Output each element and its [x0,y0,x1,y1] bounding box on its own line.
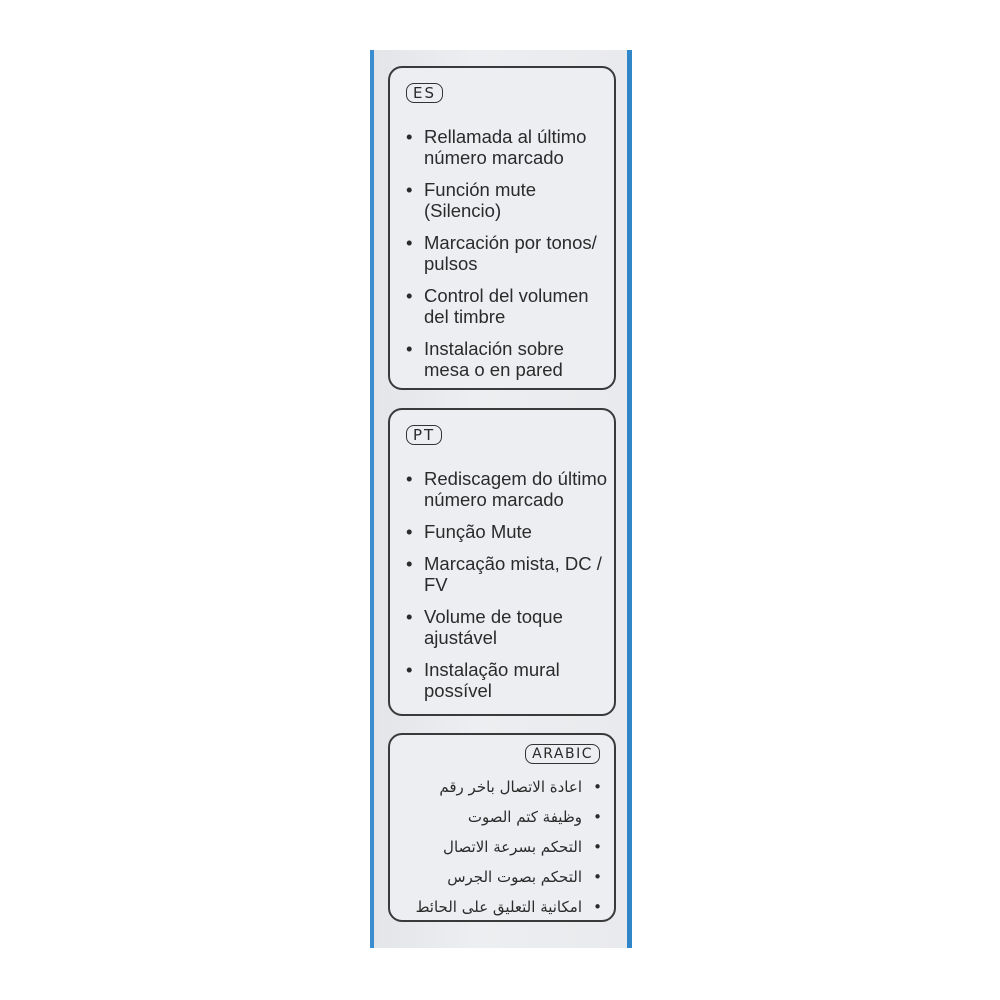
feature-text: Función mute (Silencio) [424,179,537,221]
feature-text: Rediscagem do último número marcado [424,468,608,510]
feature-text: Rellamada al último número marcado [424,126,587,168]
list-item [396,897,604,917]
bullet-icon: • [406,338,413,359]
list-item [404,338,610,380]
list-item [404,553,610,595]
feature-text: Marcación por tonos/ pulsos [424,232,597,274]
list-item [404,232,610,274]
list-item [404,285,610,327]
feature-list-arabic [396,777,604,927]
feature-text: اعادة الاتصال باخر رقم [439,778,582,796]
feature-text: Marcação mista, DC / FV [424,553,602,595]
language-tag-es: ES [406,83,443,103]
list-item [396,837,604,857]
features-box-es [388,66,616,390]
bullet-icon: • [406,659,413,680]
product-info-panel [370,50,632,948]
bullet-icon: • [406,468,413,489]
bullet-icon: • [406,553,413,574]
list-item [404,659,610,701]
list-item [396,777,604,797]
bullet-icon: • [406,285,413,306]
features-box-arabic [388,733,616,922]
list-item [404,179,610,221]
list-item [404,521,610,542]
list-item [404,126,610,168]
feature-list-es [404,126,610,391]
list-item [396,867,604,887]
bullet-icon: • [406,126,413,147]
feature-list-pt [404,468,610,712]
list-item [404,468,610,510]
bullet-icon: • [593,778,602,796]
feature-text: Control del volumen del timbre [424,285,589,327]
bullet-icon: • [593,808,602,826]
feature-text: Volume de toque ajustável [424,606,563,648]
feature-text: التحكم بصوت الجرس [447,868,582,886]
bullet-icon: • [406,232,413,253]
feature-text: Instalação mural possível [424,659,560,701]
bullet-icon: • [406,521,413,542]
bullet-icon: • [593,868,602,886]
feature-text: Função Mute [424,521,532,542]
features-box-pt [388,408,616,716]
feature-text: وظيفة كتم الصوت [467,808,582,826]
language-tag-pt: PT [406,425,442,445]
list-item [404,606,610,648]
language-tag-arabic: ARABIC [525,744,600,764]
feature-text: Instalación sobre mesa o en pared [424,338,564,380]
list-item [396,807,604,827]
bullet-icon: • [593,838,602,856]
bullet-icon: • [593,898,602,916]
feature-text: امكانية التعليق على الحائط [415,898,582,916]
feature-text: التحكم بسرعة الاتصال [443,838,582,856]
bullet-icon: • [406,179,413,200]
bullet-icon: • [406,606,413,627]
